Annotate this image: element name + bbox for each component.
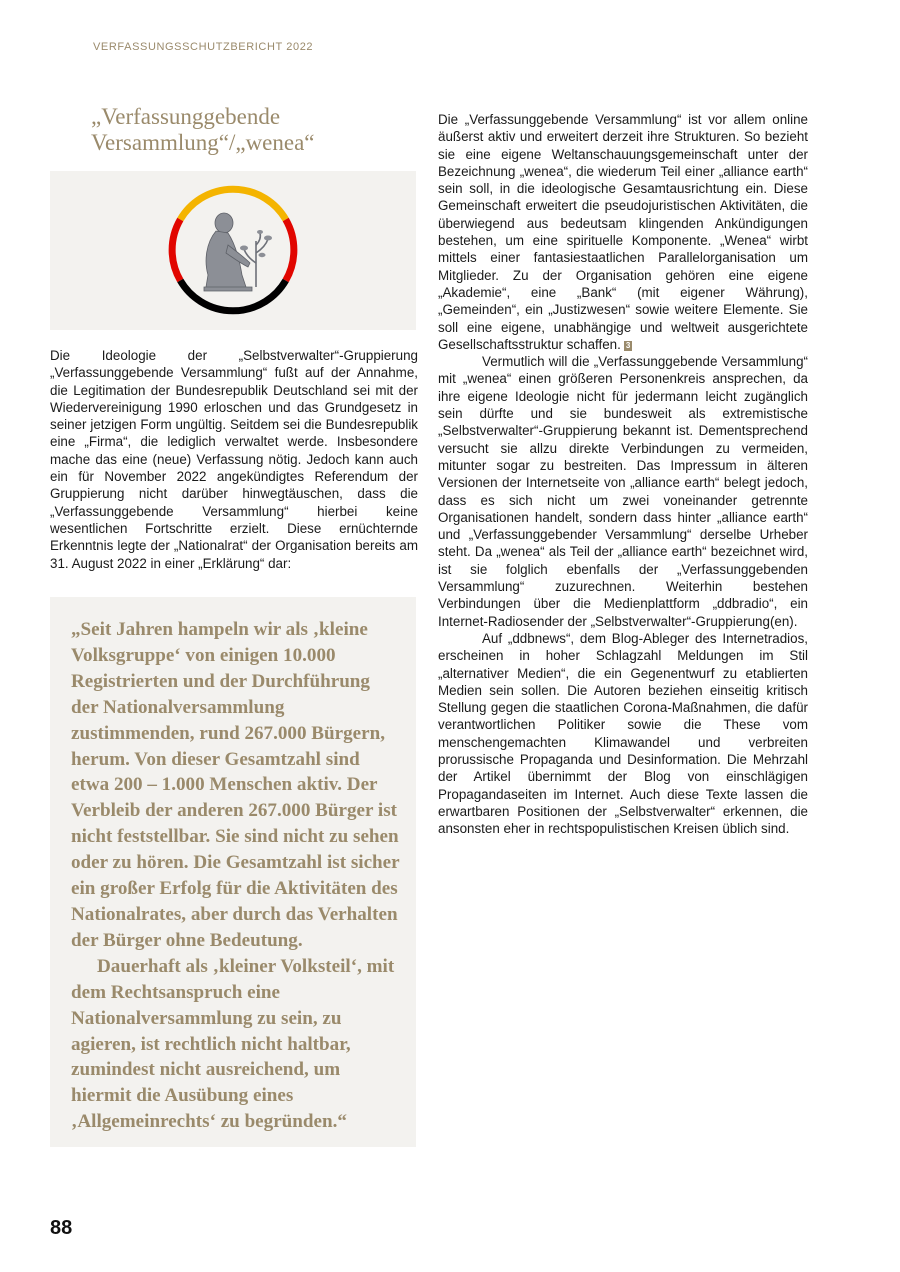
section-title: „Verfassunggebende Versammlung“/„wenea“	[91, 104, 315, 155]
body-paragraph: Vermutlich will die „Verfassunggebende Versammlung“ mit „wenea“ einen größeren Personenkreis ansprechen, da ihre eigene Ideologie nicht für jedermann leicht zugänglich sein dürfte und sie bundesweit als extremistische „Selbstverwalter“-Gruppierung bekannt ist. Dementsprechend versucht sie allzu direkte Verbindungen zu vermeiden, mitunter sogar zu bestreiten. Das Impressum in älteren Versionen der Internetseite von „alliance earth“ belegt jedoch, dass es sich nicht um zwei voneinander getrennte Organisationen handelt, sondern dass hinter „alliance earth“ und „Verfassunggebender Versammlung“ derselbe Urheber steht. Da „wenea“ als Teil der „alliance earth“ bezeichnet wird, ist sie folglich ebenfalls der „Verfassunggebenden Versammlung“ zuzurechnen. Weiterhin bestehen Verbindungen über die Medienplattform „ddbradio“, ein Internet-Radiosender der „Selbstverwalter“-Gruppierung(en).	[438, 354, 808, 629]
footnote-marker[interactable]: 3	[625, 340, 631, 350]
logo-box	[50, 171, 416, 330]
left-column	[50, 347, 418, 572]
body-paragraph: Auf „ddbnews“, dem Blog-Ableger des Internetradios, erscheinen in hoher Schlagzahl Meldungen im Stil „alternativer Medien“, die ein Gegenentwurf zu etablierten Medien sein sollen. Die Autoren beziehen einseitig kritisch Stellung gegen die staatlichen Corona-Maßnahmen, die dafür verantwortlichen Politiker sowie die These vom menschengemachten Klimawandel und verbreiten prorussische Propaganda und Desinformation. Die Mehrzahl der Artikel übernimmt der Blog von einschlägigen Propagandaseiten im Internet. Auch diese Texte lassen die erwartbaren Positionen der „Selbstverwalter“ erkennen, die ansonsten eher in rechtspopulistischen Kreisen üblich sind.	[438, 630, 808, 837]
page-number: 88	[50, 1217, 73, 1239]
intro-paragraph: Die Ideologie der „Selbstverwalter“-Gruppierung „Verfassunggebende Versammlung“ fußt auf der Annahme, die Legitimation der Bundesrepublik Deutschland sei mit der Wiedervereinigung 1990 erloschen und das Grundgesetz in seiner jetzigen Form ungültig. Seitdem sei die Bundesrepublik eine „Firma“, die lediglich verwaltet werde. Insbesondere mache das eine (neue) Verfassung nötig. Jedoch kann auch ein für November 2022 angekündigtes Referendum der Gruppierung nicht darüber hinwegtäuschen, dass die „Verfassunggebende Versammlung“ hierbei keine wesentlichen Fortschritte erzielt. Diese ernüchternde Erkenntnis legte der „Nationalrat“ der Organisation bereits am 31. August 2022 in einer „Erklärung“ dar:	[50, 348, 418, 571]
quote-paragraph: „Seit Jahren hampeln wir als ‚kleine Volksgruppe‘ von einigen 10.000 Registrierten und der Durchführung der Nationalversammlung zustimmenden, rund 267.000 Bürgern, herum. Von dieser Gesamtzahl sind etwa 200 – 1.000 Menschen aktiv. Der Verbleib der anderen 267.000 Bürger ist nicht feststellbar. Sie sind nicht zu sehen oder zu hören. Die Gesamtzahl ist sicher ein großer Erfolg für die Aktivitäten des Nationalrates, aber durch das Verhalten der Bürger ohne Bedeutung.	[71, 619, 400, 951]
quote-paragraph: Dauerhaft als ‚kleiner Volksteil‘, mit dem Rechtsanspruch eine Nationalversammlung zu sein, zu agieren, ist rechtlich nicht haltbar, zumindest nicht ausreichend, um hiermit die Ausübung eines ‚Allgemeinrechts‘ zu begründen.“	[71, 955, 395, 1133]
quote-text	[71, 617, 401, 1135]
body-paragraph	[438, 111, 808, 353]
running-header: VERFASSUNGSSCHUTZBERICHT 2022	[93, 41, 314, 53]
quote-box	[50, 597, 416, 1147]
body-paragraph-text: Die „Verfassunggebende Versammlung“ ist vor allem online äußerst aktiv und erweitert derzeit ihre Strukturen. So bezieht sie eine eigene Weltanschauungsgemeinschaft unter der Bezeichnung „wenea“, die wiederum Teil einer „alliance earth“ sein soll, in die ideologische Gesamtausrichtung ein. Diese Gemeinschaft erweitert die pseudojuristischen Aktivitäten, die überwiegend aus bedeutsam klingenden Ankündigungen bestehen, um eine spirituelle Komponente. „Wenea“ wirbt mittels einer fantasiestaatlichen Parallelorganisation um Mitglieder. Zu der Organisation gehören eine eigene „Akademie“, eine „Bank“ (mit eigener Währung), „Gemeinden“, ein „Justizwesen“ sowie weitere Elemente. Sie soll eine eigene, unabhängige und weltweit ausgerichtete Gesellschaftsstruktur schaffen.	[438, 112, 808, 352]
kneeling-figure-with-plant-icon	[166, 183, 300, 317]
right-column	[438, 111, 808, 837]
